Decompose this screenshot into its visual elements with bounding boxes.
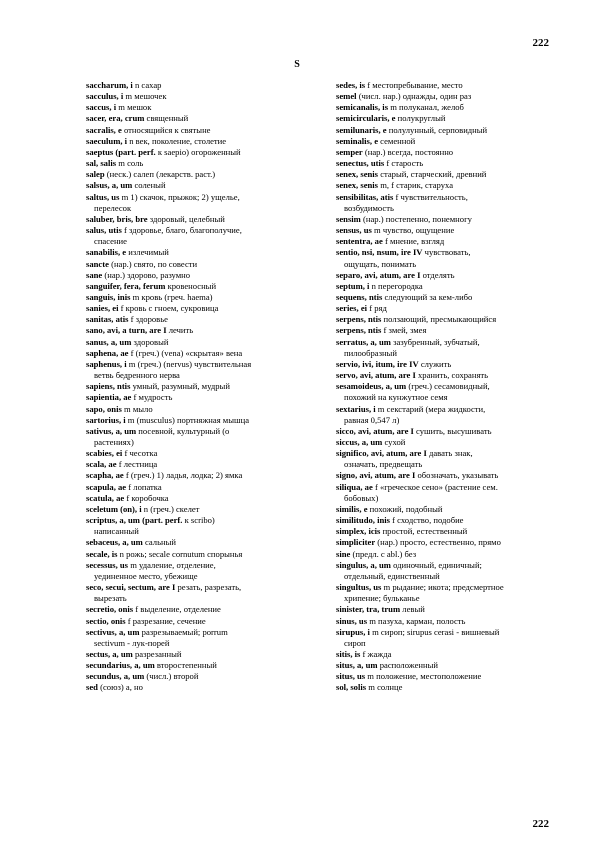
entry-lemma: sed bbox=[86, 682, 98, 693]
entry-lemma: sine bbox=[336, 548, 351, 559]
dictionary-entry bbox=[86, 470, 336, 481]
entry-lemma: scatula, ae bbox=[86, 492, 125, 503]
entry-definition: одиночный, единичный; bbox=[393, 559, 482, 570]
dictionary-entry bbox=[86, 113, 336, 124]
entry-definition: f (греч.) 1) ладья, лодка; 2) ямка bbox=[125, 470, 243, 481]
dictionary-entry bbox=[336, 236, 561, 247]
entry-definition: m рыдание; икота; предсмертное bbox=[383, 582, 504, 593]
entry-definition: ползающий, пресмыкающийся bbox=[383, 314, 497, 325]
entry-lemma: scriptus, a, um (part. perf. bbox=[86, 515, 183, 526]
entry-definition: (нар.) постепенно, понемногу bbox=[363, 213, 472, 224]
entry-lemma: sol, solis bbox=[336, 682, 367, 693]
dictionary-entry bbox=[86, 348, 336, 359]
entry-lemma: singultus, us bbox=[336, 582, 382, 593]
entry-definition: расположенный bbox=[379, 660, 438, 671]
dictionary-entry bbox=[86, 493, 336, 504]
entry-definition: n рожь; secale cornutum спорынья bbox=[119, 548, 243, 559]
dictionary-entry bbox=[86, 102, 336, 113]
dictionary-entry bbox=[336, 515, 561, 526]
dictionary-entry bbox=[336, 225, 561, 236]
dictionary-entry bbox=[86, 404, 336, 415]
entry-definition: здоровый, целебный bbox=[149, 213, 225, 224]
entry-lemma: signo, avi, atum, are I bbox=[336, 470, 416, 481]
dictionary-entry bbox=[86, 392, 336, 403]
entry-lemma: sensim bbox=[336, 213, 361, 224]
entry-definition: f ряд bbox=[369, 303, 387, 314]
entry-definition: f мнение, взгляд bbox=[384, 236, 445, 247]
dictionary-entry bbox=[86, 192, 336, 214]
entry-continuation: означать, предвещать bbox=[344, 459, 423, 470]
dictionary-entry bbox=[86, 560, 336, 582]
entry-lemma: serpens, ntis bbox=[336, 325, 382, 336]
entry-definition: f старость bbox=[386, 158, 424, 169]
dictionary-entry bbox=[336, 303, 561, 314]
dictionary-entry bbox=[86, 125, 336, 136]
entry-lemma: sextarius, i bbox=[336, 403, 376, 414]
entry-lemma: saphenus, i bbox=[86, 358, 127, 369]
entry-definition: m, f старик, старуха bbox=[380, 180, 454, 191]
entry-definition: к scribo) bbox=[184, 515, 215, 526]
entry-lemma: salsus, a, um bbox=[86, 180, 133, 191]
dictionary-entry bbox=[336, 660, 561, 671]
entry-definition: похожий, подобный bbox=[369, 503, 443, 514]
dictionary-entry bbox=[336, 292, 561, 303]
entry-lemma: sanus, a, um bbox=[86, 336, 132, 347]
dictionary-entry bbox=[336, 448, 561, 470]
entry-definition: f здоровье, благо, благополучие, bbox=[123, 225, 242, 236]
dictionary-entry bbox=[336, 381, 561, 403]
entry-lemma: sinus, us bbox=[336, 615, 368, 626]
dictionary-entry bbox=[86, 549, 336, 560]
dictionary-entry bbox=[336, 125, 561, 136]
entry-lemma: situs, us bbox=[336, 671, 366, 682]
entry-lemma: servo, avi, atum, are I bbox=[336, 370, 416, 381]
entry-lemma: salus, utis bbox=[86, 225, 122, 236]
entry-definition: полулунный, серповидный bbox=[388, 124, 488, 135]
dictionary-entry bbox=[336, 314, 561, 325]
entry-definition: сальный bbox=[144, 537, 176, 548]
entry-definition: хранить, сохранять bbox=[417, 370, 489, 381]
entry-lemma: senex, senis bbox=[336, 169, 379, 180]
dictionary-entry bbox=[336, 526, 561, 537]
entry-definition: f жажда bbox=[362, 648, 392, 659]
entry-lemma: semper bbox=[336, 146, 363, 157]
entry-lemma: secretio, onis bbox=[86, 604, 134, 615]
dictionary-entry bbox=[86, 415, 336, 426]
dictionary-entry bbox=[336, 504, 561, 515]
entry-continuation: возбудимость bbox=[344, 202, 394, 213]
entry-definition: n (греч.) скелет bbox=[143, 503, 200, 514]
entry-lemma: sapiens, ntis bbox=[86, 381, 131, 392]
entry-lemma: saeculum, i bbox=[86, 135, 128, 146]
entry-lemma: semel bbox=[336, 91, 357, 102]
entry-definition: семенной bbox=[380, 135, 416, 146]
dictionary-entry bbox=[86, 147, 336, 158]
entry-definition: (неск.) салеп (лекарств. раст.) bbox=[106, 169, 216, 180]
entry-lemma: saccharum, i bbox=[86, 80, 133, 90]
entry-definition: f (греч.) (vena) «скрытая» вена bbox=[130, 347, 243, 358]
entry-lemma: significo, avi, atum, are I bbox=[336, 448, 427, 459]
dictionary-entry bbox=[336, 616, 561, 627]
entry-lemma: secale, is bbox=[86, 548, 118, 559]
entry-definition: простой, естественный bbox=[382, 526, 468, 537]
entry-lemma: secundus, a, um bbox=[86, 671, 145, 682]
entry-lemma: sensus, us bbox=[336, 225, 372, 236]
entry-lemma: sectus, a, um bbox=[86, 648, 133, 659]
entry-lemma: septum, i bbox=[336, 280, 370, 291]
entry-lemma: siccus, a, um bbox=[336, 437, 383, 447]
entry-definition: здоровый bbox=[133, 336, 169, 347]
entry-definition: зазубренный, зубчатый, bbox=[393, 336, 480, 347]
entry-definition: сушить, высушивать bbox=[416, 425, 492, 436]
entry-definition: обозначать, указывать bbox=[417, 470, 499, 481]
entry-definition: f чесотка bbox=[124, 448, 158, 459]
entry-lemma: sativus, a, um bbox=[86, 425, 137, 436]
entry-lemma: senex, senis bbox=[336, 180, 379, 191]
dictionary-entry bbox=[336, 325, 561, 336]
entry-lemma: sicco, avi, atum, are I bbox=[336, 425, 414, 436]
entry-definition: сухой bbox=[384, 437, 406, 447]
entry-definition: (греч.) сесамовидный, bbox=[408, 381, 490, 392]
entry-definition: m солнце bbox=[368, 682, 403, 693]
entry-definition: кровеносный bbox=[167, 280, 217, 291]
dictionary-entry bbox=[336, 180, 561, 191]
entry-definition: m сироп; sirupus cerasi - вишневый bbox=[372, 626, 500, 637]
entry-definition: посевной, культурный (о bbox=[138, 425, 230, 436]
dictionary-entry bbox=[336, 404, 561, 426]
dictionary-entry bbox=[336, 482, 561, 504]
entry-lemma: sapientia, ae bbox=[86, 392, 132, 403]
dictionary-entry bbox=[86, 649, 336, 660]
entry-definition: разрезанный bbox=[134, 648, 182, 659]
entry-definition: m положение, местоположение bbox=[367, 671, 482, 682]
entry-lemma: sacralis, e bbox=[86, 124, 122, 135]
entry-lemma: sancte bbox=[86, 258, 109, 269]
entry-definition: m мешок bbox=[118, 102, 152, 113]
entry-definition: старый, старческий, древний bbox=[380, 169, 487, 180]
dictionary-entry bbox=[336, 147, 561, 158]
entry-lemma: senectus, utis bbox=[336, 158, 385, 169]
dictionary-entry bbox=[86, 627, 336, 649]
entry-definition: f лопатка bbox=[128, 481, 162, 492]
dictionary-entry bbox=[336, 337, 561, 359]
entry-continuation: написанный bbox=[94, 526, 139, 537]
entry-definition: m мешочек bbox=[125, 91, 167, 102]
entry-continuation: похожий на кунжутное семя bbox=[344, 392, 448, 403]
entry-lemma: sirupus, i bbox=[336, 626, 370, 637]
entry-lemma: sanitas, atis bbox=[86, 314, 129, 325]
entry-definition: f змей, змея bbox=[383, 325, 427, 336]
entry-definition: m пазуха, карман, полость bbox=[369, 615, 466, 626]
entry-continuation: перелесок bbox=[94, 202, 132, 213]
dictionary-entry bbox=[86, 225, 336, 247]
entry-definition: левый bbox=[402, 604, 425, 615]
dictionary-entry bbox=[86, 682, 336, 693]
dictionary-entry bbox=[86, 80, 336, 91]
entry-lemma: sitis, is bbox=[336, 648, 361, 659]
dictionary-entry bbox=[336, 80, 561, 91]
dictionary-entry bbox=[336, 549, 561, 560]
entry-lemma: saeptus (part. perf. bbox=[86, 146, 156, 157]
entry-continuation: sectivum - лук-порей bbox=[94, 637, 170, 648]
dictionary-entry bbox=[86, 537, 336, 548]
entry-definition: отделять bbox=[422, 269, 455, 280]
dictionary-entry bbox=[86, 504, 336, 515]
entry-lemma: simpliciter bbox=[336, 537, 376, 548]
dictionary-entry bbox=[86, 303, 336, 314]
entry-continuation: ощущать, понимать bbox=[344, 258, 417, 269]
entry-lemma: saphena, ae bbox=[86, 347, 129, 358]
entry-lemma: serpens, ntis bbox=[336, 314, 382, 325]
dictionary-entry bbox=[336, 281, 561, 292]
entry-lemma: separo, avi, atum, are I bbox=[336, 269, 421, 280]
dictionary-entry bbox=[336, 604, 561, 615]
entry-lemma: sacculus, i bbox=[86, 91, 124, 102]
dictionary-entry bbox=[86, 381, 336, 392]
entry-lemma: saccus, i bbox=[86, 102, 117, 113]
entry-definition: m соль bbox=[118, 158, 144, 169]
dictionary-entry bbox=[336, 359, 561, 370]
entry-definition: (нар.) просто, естественно, прямо bbox=[377, 537, 501, 548]
entry-continuation: сироп bbox=[344, 637, 366, 648]
entry-lemma: semicanalis, is bbox=[336, 102, 389, 113]
dictionary-entry bbox=[336, 214, 561, 225]
entry-definition: давать знак, bbox=[428, 448, 473, 459]
entry-lemma: salep bbox=[86, 169, 105, 180]
entry-lemma: sententra, ae bbox=[336, 236, 383, 247]
entry-lemma: secessus, us bbox=[86, 559, 129, 570]
dictionary-entry bbox=[336, 437, 561, 448]
entry-continuation: уединенное место, убежище bbox=[94, 570, 198, 581]
entry-definition: f чувствительность, bbox=[395, 191, 468, 202]
entry-definition: m мыло bbox=[123, 403, 153, 414]
entry-continuation: ветвь бедренного нерва bbox=[94, 370, 180, 381]
entry-definition: (нар.) здорово, разумно bbox=[104, 269, 191, 280]
entry-definition: m кровь (греч. haema) bbox=[132, 291, 213, 302]
entry-definition: (союз) а, но bbox=[100, 682, 143, 693]
entry-definition: относящийся к святыне bbox=[123, 124, 211, 135]
dictionary-entry bbox=[336, 627, 561, 649]
entry-lemma: sebaceus, a, um bbox=[86, 537, 143, 548]
entry-continuation: отдельный, единственный bbox=[344, 570, 440, 581]
entry-lemma: singulus, a, um bbox=[336, 559, 391, 570]
entry-lemma: saltus, us bbox=[86, 191, 120, 202]
entry-lemma: semicircularis, e bbox=[336, 113, 396, 124]
dictionary-entry bbox=[336, 247, 561, 269]
dictionary-entry bbox=[336, 113, 561, 124]
entry-lemma: sinister, tra, trum bbox=[336, 604, 401, 615]
entry-definition: m чувство, ощущение bbox=[373, 225, 455, 236]
dictionary-entry bbox=[86, 482, 336, 493]
entry-lemma: servio, ivi, itum, ire IV bbox=[336, 358, 419, 369]
entry-lemma: sano, avi, a turn, are I bbox=[86, 325, 167, 336]
dictionary-entry bbox=[86, 359, 336, 381]
entry-lemma: secundarius, a, um bbox=[86, 660, 155, 671]
dictionary-entry bbox=[86, 247, 336, 258]
entry-lemma: sanabilis, e bbox=[86, 247, 127, 258]
entry-lemma: sceletum (on), i bbox=[86, 503, 142, 514]
dictionary-entry bbox=[336, 370, 561, 381]
dictionary-entry bbox=[86, 616, 336, 627]
entry-lemma: sanguis, inis bbox=[86, 291, 131, 302]
entry-definition: m (греч.) (nervus) чувствительная bbox=[128, 358, 252, 369]
dictionary-entry bbox=[336, 270, 561, 281]
dictionary-entry bbox=[336, 470, 561, 481]
entry-definition: f здоровье bbox=[130, 314, 168, 325]
right-column bbox=[336, 80, 561, 694]
entry-lemma: sentio, nsi, nsum, ire IV bbox=[336, 247, 423, 258]
dictionary-entry bbox=[86, 158, 336, 169]
entry-definition: f разрезание, сечение bbox=[127, 615, 206, 626]
entry-lemma: scala, ae bbox=[86, 459, 117, 470]
dictionary-entry bbox=[336, 426, 561, 437]
entry-lemma: saluber, bris, bre bbox=[86, 213, 148, 224]
dictionary-entry bbox=[86, 259, 336, 270]
entry-lemma: sedes, is bbox=[336, 80, 366, 90]
dictionary-entry bbox=[336, 91, 561, 102]
dictionary-entry bbox=[86, 671, 336, 682]
dictionary-entry bbox=[86, 314, 336, 325]
dictionary-entry bbox=[86, 281, 336, 292]
entry-lemma: similis, e bbox=[336, 503, 368, 514]
entry-lemma: simplex, icis bbox=[336, 526, 381, 537]
entry-definition: f мудрость bbox=[133, 392, 173, 403]
page-number-top: 222 bbox=[532, 37, 549, 49]
entry-definition: n век, поколение, столетие bbox=[129, 135, 227, 146]
entry-definition: f коробочка bbox=[126, 492, 169, 503]
dictionary-entry bbox=[86, 169, 336, 180]
dictionary-entry bbox=[336, 649, 561, 660]
dictionary-entry bbox=[336, 537, 561, 548]
dictionary-entry bbox=[336, 136, 561, 147]
entry-definition: f местопребывание, место bbox=[367, 80, 463, 90]
dictionary-entry bbox=[86, 660, 336, 671]
entry-definition: (нар.) свято, по совести bbox=[111, 258, 198, 269]
dictionary-entry bbox=[336, 560, 561, 582]
dictionary-entry bbox=[86, 604, 336, 615]
entry-continuation: бобовых) bbox=[344, 492, 379, 503]
entry-lemma: sal, salis bbox=[86, 158, 117, 169]
entry-continuation: спасение bbox=[94, 236, 127, 247]
entry-definition: (числ.) второй bbox=[146, 671, 199, 682]
entry-continuation: растениях) bbox=[94, 437, 134, 447]
entry-definition: лечить bbox=[168, 325, 194, 336]
dictionary-entry bbox=[86, 136, 336, 147]
entry-lemma: serratus, a, um bbox=[336, 336, 391, 347]
entry-lemma: scapha, ae bbox=[86, 470, 124, 481]
dictionary-entry bbox=[336, 582, 561, 604]
entry-lemma: sanguifer, fera, ferum bbox=[86, 280, 166, 291]
dictionary-entry bbox=[336, 169, 561, 180]
entry-lemma: sequens, ntis bbox=[336, 291, 383, 302]
entry-lemma: sectio, onis bbox=[86, 615, 126, 626]
entry-definition: умный, разумный, мудрый bbox=[132, 381, 230, 392]
entry-lemma: sapo, onis bbox=[86, 403, 122, 414]
entry-continuation: пилообразный bbox=[344, 347, 397, 358]
entry-definition: f лестница bbox=[118, 459, 158, 470]
dictionary-entry bbox=[86, 426, 336, 448]
entry-definition: m (musculus) портняжная мышца bbox=[127, 414, 250, 425]
section-letter: S bbox=[294, 59, 300, 70]
entry-lemma: sacer, era, crum bbox=[86, 113, 145, 124]
dictionary-entry bbox=[86, 515, 336, 537]
entry-definition: f сходство, подобие bbox=[392, 515, 464, 526]
entry-lemma: sectivus, a, um bbox=[86, 626, 140, 637]
entry-lemma: situs, a, um bbox=[336, 660, 378, 671]
entry-definition: m удаление, отделение, bbox=[130, 559, 216, 570]
entry-lemma: series, ei bbox=[336, 303, 368, 314]
dictionary-entry bbox=[86, 582, 336, 604]
entry-continuation: хрипение; бульканье bbox=[344, 593, 420, 604]
dictionary-entry bbox=[336, 102, 561, 113]
dictionary-entry bbox=[86, 292, 336, 303]
entry-continuation: равная 0,547 л) bbox=[344, 414, 400, 425]
entry-definition: m секстарий (мера жидкости, bbox=[377, 403, 486, 414]
dictionary-entry bbox=[336, 158, 561, 169]
entry-lemma: sartorius, i bbox=[86, 414, 126, 425]
entry-lemma: sesamoideus, a, um bbox=[336, 381, 407, 392]
dictionary-entry bbox=[336, 682, 561, 693]
entry-definition: следующий за кем-либо bbox=[384, 291, 473, 302]
entry-lemma: sensibilitas, atis bbox=[336, 191, 394, 202]
entry-definition: служить bbox=[420, 358, 452, 369]
entry-definition: излечимый bbox=[128, 247, 169, 258]
entry-lemma: sane bbox=[86, 269, 103, 280]
entry-lemma: scabies, ei bbox=[86, 448, 123, 459]
entry-lemma: scapula, ae bbox=[86, 481, 127, 492]
entry-lemma: semilunaris, e bbox=[336, 124, 387, 135]
entry-lemma: similitudo, inis bbox=[336, 515, 390, 526]
page-number-bottom: 222 bbox=[532, 818, 549, 830]
dictionary-entry bbox=[86, 337, 336, 348]
entry-lemma: seco, secui, sectum, are I bbox=[86, 582, 176, 593]
dictionary-entry bbox=[86, 214, 336, 225]
entry-definition: f «греческое сено» (растение сем. bbox=[374, 481, 498, 492]
entry-definition: n перегородка bbox=[371, 280, 423, 291]
entry-definition: f кровь с гноем, сукровица bbox=[120, 303, 219, 314]
entry-definition: (числ. нар.) однажды, один раз bbox=[358, 91, 472, 102]
entry-definition: m 1) скачок, прыжок; 2) ущелье, bbox=[121, 191, 240, 202]
dictionary-entry bbox=[86, 459, 336, 470]
entry-definition: m полуканал, желоб bbox=[390, 102, 464, 113]
entry-definition: полукруглый bbox=[397, 113, 446, 124]
dictionary-entry bbox=[86, 270, 336, 281]
entry-lemma: siliqua, ae bbox=[336, 481, 373, 492]
entry-definition: соленый bbox=[134, 180, 166, 191]
entry-lemma: sanies, ei bbox=[86, 303, 119, 314]
entry-definition: разрезываемый; porrum bbox=[141, 626, 228, 637]
entry-definition: чувствовать, bbox=[424, 247, 471, 258]
entry-definition: (нар.) всегда, постоянно bbox=[364, 146, 454, 157]
entry-definition: n сахар bbox=[134, 80, 162, 90]
entry-definition: к saepio) огороженный bbox=[157, 146, 241, 157]
entry-lemma: seminalis, e bbox=[336, 135, 379, 146]
entry-continuation: вырезать bbox=[94, 593, 127, 604]
dictionary-entry bbox=[336, 192, 561, 214]
dictionary-entry bbox=[86, 91, 336, 102]
entry-definition: f выделение, отделение bbox=[135, 604, 221, 615]
entry-definition: (предл. с abl.) без bbox=[352, 548, 417, 559]
dictionary-entry bbox=[336, 671, 561, 682]
entry-definition: второстепенный bbox=[156, 660, 217, 671]
dictionary-entry bbox=[86, 448, 336, 459]
entry-definition: резать, разрезать, bbox=[177, 582, 242, 593]
left-column bbox=[86, 80, 336, 694]
entry-definition: священный bbox=[146, 113, 189, 124]
dictionary-entry bbox=[86, 325, 336, 336]
dictionary-entry bbox=[86, 180, 336, 191]
